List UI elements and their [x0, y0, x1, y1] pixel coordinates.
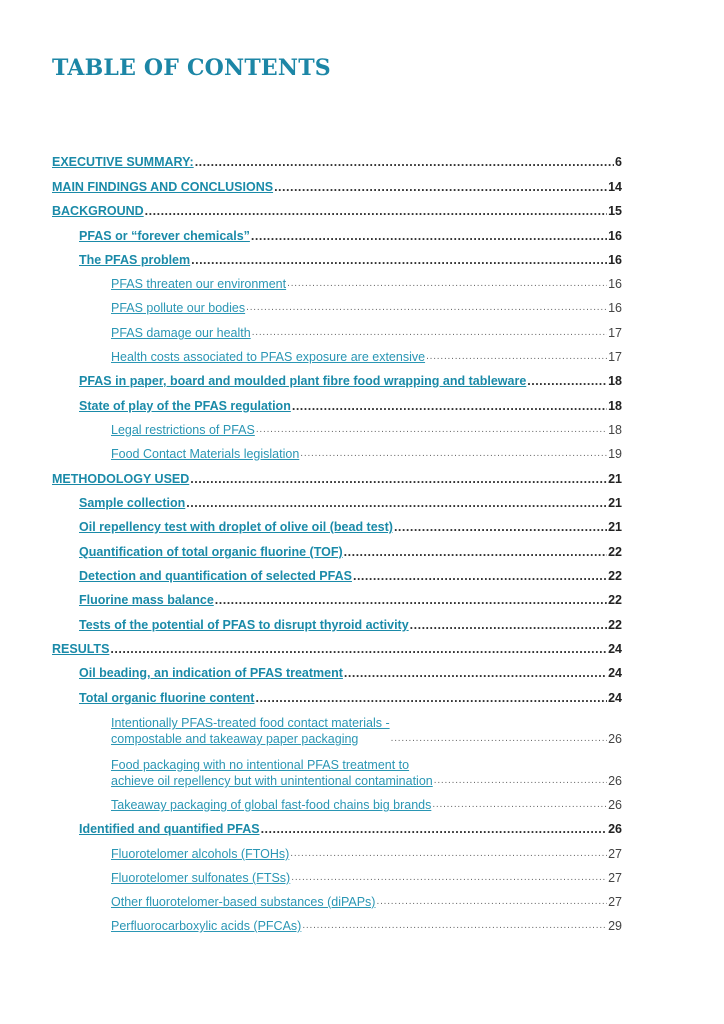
toc-entry-label: BACKGROUND — [52, 204, 144, 218]
toc-entry-link[interactable] — [79, 495, 185, 511]
toc-entry-level-1[interactable] — [52, 179, 622, 195]
toc-entry-level-3[interactable] — [111, 325, 622, 341]
toc-page-number: 22 — [608, 569, 622, 583]
toc-page-number: 27 — [608, 895, 622, 909]
toc-entry-label: MAIN FINDINGS AND CONCLUSIONS — [52, 180, 274, 194]
toc-entry-label: PFAS or “forever chemicals” — [79, 229, 250, 243]
dot-leader — [300, 446, 607, 462]
toc-entry-link[interactable] — [111, 300, 245, 316]
toc-page-number: 18 — [608, 399, 622, 413]
toc-entry-link[interactable] — [79, 821, 260, 837]
dot-leader — [426, 349, 607, 365]
toc-entry-level-2[interactable] — [79, 495, 622, 511]
toc-entry-label: The PFAS problem — [79, 253, 191, 267]
toc-entry-link[interactable] — [111, 446, 299, 462]
toc-entry-label: achieve oil repellency but with unintentional contamination — [111, 774, 433, 788]
dot-leader — [344, 544, 607, 560]
toc-entry-label: Oil repellency test with droplet of olive oil (bead test) — [79, 520, 393, 534]
toc-entry-link[interactable] — [79, 665, 343, 681]
toc-entry-link[interactable] — [79, 373, 526, 389]
toc-entry-label: Perfluorocarboxylic acids (PFCAs) — [111, 919, 302, 933]
toc-entry-level-1[interactable] — [52, 154, 622, 170]
toc-entry-link[interactable] — [52, 471, 189, 487]
dot-leader — [391, 731, 607, 747]
toc-entry-label: Total organic fluorine content — [79, 691, 255, 705]
dot-leader — [410, 617, 607, 633]
toc-entry-level-3[interactable] — [111, 446, 622, 462]
dot-leader — [394, 519, 607, 535]
toc-entry-level-3[interactable] — [111, 349, 622, 365]
toc-entry-label: Takeaway packaging of global fast-food chains big brands — [111, 798, 432, 812]
toc-entry-level-2[interactable] — [79, 821, 622, 837]
dot-leader — [145, 203, 607, 219]
toc-entry-label: Quantification of total organic fluorine (TOF) — [79, 545, 343, 559]
dot-leader — [292, 398, 607, 414]
toc-entry-label: RESULTS — [52, 642, 110, 656]
toc-entry-label: Tests of the potential of PFAS to disrupt thyroid activity — [79, 618, 409, 632]
toc-page-number: 6 — [615, 155, 622, 169]
toc-page-number: 24 — [608, 666, 622, 680]
dot-leader — [302, 918, 607, 934]
toc-entry-label: PFAS pollute our bodies — [111, 301, 246, 315]
toc-entry-level-2[interactable] — [79, 690, 622, 706]
toc-entry-level-3[interactable] — [111, 918, 622, 934]
toc-entry-link[interactable] — [111, 349, 425, 365]
toc-page-number: 24 — [608, 642, 622, 656]
toc-entry-label: Fluorotelomer sulfonates (FTSs) — [111, 871, 291, 885]
toc-page-number: 26 — [608, 732, 622, 746]
dot-leader — [251, 228, 607, 244]
toc-entry-link[interactable] — [79, 228, 250, 244]
toc-page-number: 22 — [608, 545, 622, 559]
toc-entry-level-2[interactable] — [79, 592, 622, 608]
toc-page-number: 15 — [608, 204, 622, 218]
toc-entry-level-2[interactable] — [79, 398, 622, 414]
toc-entry-label: Oil beading, an indication of PFAS treatment — [79, 666, 343, 680]
toc-entry-level-3[interactable] — [111, 797, 622, 813]
dot-leader — [110, 641, 607, 657]
dot-leader — [186, 495, 607, 511]
toc-entry-level-2[interactable] — [79, 568, 622, 584]
toc-entry-link[interactable] — [52, 203, 144, 219]
toc-entry-label: Health costs associated to PFAS exposure are extensive — [111, 350, 426, 364]
dot-leader — [195, 154, 614, 170]
toc-entry-label: Sample collection — [79, 496, 186, 510]
toc-entry-label: PFAS threaten our environment — [111, 277, 287, 291]
toc-entry-label: Food packaging with no intentional PFAS treatment to — [111, 758, 410, 772]
dot-leader — [252, 325, 607, 341]
dot-leader — [344, 665, 607, 681]
toc-page-number: 27 — [608, 847, 622, 861]
toc-entry-level-3[interactable] — [111, 422, 622, 438]
toc-entry-link[interactable] — [79, 544, 343, 560]
toc-entry-link[interactable] — [52, 641, 109, 657]
toc-page-number: 17 — [608, 350, 622, 364]
dot-leader — [215, 592, 607, 608]
toc-page-number: 26 — [608, 774, 622, 788]
dot-leader — [432, 797, 607, 813]
toc-page-number: 17 — [608, 326, 622, 340]
toc-page-number: 21 — [608, 520, 622, 534]
toc-entry-level-3[interactable] — [111, 894, 622, 910]
toc-page-number: 14 — [608, 180, 622, 194]
toc-entry-link[interactable] — [79, 592, 214, 608]
dot-leader — [274, 179, 607, 195]
dot-leader — [376, 894, 607, 910]
toc-page-number: 24 — [608, 691, 622, 705]
toc-entry-link[interactable] — [79, 690, 254, 706]
toc-entry-link[interactable] — [52, 154, 194, 170]
toc-page-number: 16 — [608, 229, 622, 243]
toc-entry-level-2[interactable] — [79, 252, 622, 268]
toc-entry-level-1[interactable] — [52, 203, 622, 219]
toc-entry-label: State of play of the PFAS regulation — [79, 399, 291, 413]
toc-entry-label: PFAS damage our health — [111, 326, 251, 340]
toc-entry-label: Intentionally PFAS-treated food contact materials - — [111, 716, 390, 730]
toc-page-number: 16 — [608, 301, 622, 315]
dot-leader — [353, 568, 607, 584]
toc-page-number: 18 — [608, 423, 622, 437]
dot-leader — [256, 422, 607, 438]
toc-entry-level-2[interactable] — [79, 228, 622, 244]
toc-entry-label: Detection and quantification of selected PFAS — [79, 569, 352, 583]
toc-entry-level-3[interactable] — [111, 300, 622, 316]
toc-entry-link[interactable] — [111, 797, 431, 813]
toc-entry-link[interactable] — [79, 568, 352, 584]
dot-leader — [255, 690, 607, 706]
dot-leader — [261, 821, 608, 837]
toc-page-number: 19 — [608, 447, 622, 461]
toc-entry-link[interactable] — [79, 617, 409, 633]
toc-page-number: 29 — [608, 919, 622, 933]
toc-entry-level-3[interactable] — [111, 870, 622, 886]
toc-entry-level-2[interactable] — [79, 519, 622, 535]
toc-entry-label: METHODOLOGY USED — [52, 472, 190, 486]
toc-entry-link[interactable] — [111, 918, 301, 934]
toc-page-number: 21 — [608, 496, 622, 510]
toc-entry-label: Fluorine mass balance — [79, 593, 214, 607]
dot-leader — [291, 870, 607, 886]
dot-leader — [434, 773, 607, 789]
toc-entry-link[interactable] — [111, 846, 289, 862]
toc-entry-link[interactable] — [111, 422, 255, 438]
toc-page-number: 16 — [608, 277, 622, 291]
dot-leader — [287, 276, 607, 292]
dot-leader — [527, 373, 607, 389]
toc-entry-label: Fluorotelomer alcohols (FTOHs) — [111, 847, 290, 861]
toc-entry-link[interactable] — [111, 870, 290, 886]
dot-leader — [246, 300, 607, 316]
toc-entry-link[interactable] — [79, 519, 393, 535]
toc-entry-label: Identified and quantified PFAS — [79, 822, 260, 836]
toc-entry-link[interactable] — [79, 398, 291, 414]
toc-entry-level-2[interactable] — [79, 544, 622, 560]
toc-entry-level-2[interactable] — [79, 617, 622, 633]
toc-entry-level-3[interactable] — [111, 757, 622, 789]
toc-entry-level-1[interactable] — [52, 471, 622, 487]
toc-entry-label: EXECUTIVE SUMMARY: — [52, 155, 194, 169]
toc-entry-link[interactable] — [111, 276, 286, 292]
toc-entry-level-3[interactable] — [111, 715, 622, 747]
toc-entry-level-2[interactable] — [79, 373, 622, 389]
toc-entry-label: Legal restrictions of PFAS — [111, 423, 255, 437]
toc-entry-link[interactable] — [52, 179, 273, 195]
toc-entry-label: PFAS in paper, board and moulded plant fibre food wrapping and tableware — [79, 374, 527, 388]
toc-page-number: 26 — [608, 822, 622, 836]
toc-entry-label: Food Contact Materials legislation — [111, 447, 300, 461]
toc-entry-link[interactable] — [111, 325, 251, 341]
toc-page-number: 18 — [608, 374, 622, 388]
toc-entry-level-3[interactable] — [111, 276, 622, 292]
toc-entry-link[interactable] — [111, 757, 433, 789]
toc-entry-level-2[interactable] — [79, 665, 622, 681]
toc-page-number: 22 — [608, 618, 622, 632]
dot-leader — [191, 252, 607, 268]
toc-entry-link[interactable] — [111, 894, 375, 910]
toc-entry-label: compostable and takeaway paper packaging — [111, 732, 359, 746]
toc-entry-level-3[interactable] — [111, 846, 622, 862]
toc-entry-label: Other fluorotelomer-based substances (diPAPs) — [111, 895, 376, 909]
toc-entry-link[interactable] — [111, 715, 390, 747]
dot-leader — [190, 471, 607, 487]
toc-page-number: 26 — [608, 798, 622, 812]
toc-entry-level-1[interactable] — [52, 641, 622, 657]
toc-page-number: 22 — [608, 593, 622, 607]
toc-page-number: 21 — [608, 472, 622, 486]
page-title: TABLE OF CONTENTS — [52, 55, 331, 81]
dot-leader — [290, 846, 607, 862]
toc-page-number: 16 — [608, 253, 622, 267]
toc-page-number: 27 — [608, 871, 622, 885]
toc-entry-link[interactable] — [79, 252, 190, 268]
